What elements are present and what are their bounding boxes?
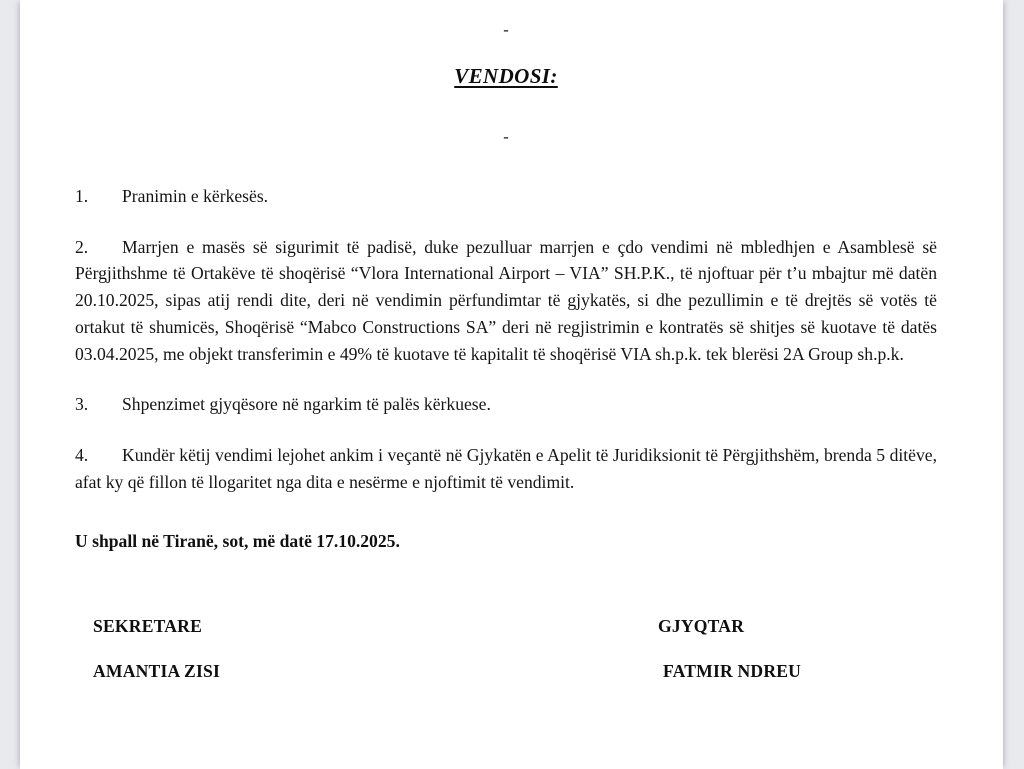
list-item-number: 2. xyxy=(75,236,89,257)
publication-statement: U shpall në Tiranë, sot, më datë 17.10.2025. xyxy=(75,530,400,551)
signature-block xyxy=(75,616,937,706)
separator-dash-below-title: - xyxy=(503,126,509,146)
list-item-number: 3. xyxy=(75,394,89,415)
list-item xyxy=(75,442,937,495)
page-title: VENDOSI: xyxy=(454,63,558,88)
list-item-text: Shpenzimet gjyqësore në ngarkim të palës kërkuese. xyxy=(122,394,491,415)
signature-role-row xyxy=(75,616,937,661)
list-item xyxy=(75,234,937,368)
list-item xyxy=(75,183,937,210)
secretary-name: AMANTIA ZISI xyxy=(93,661,221,681)
list-item-text: Kundër këtij vendimi lejohet ankim i veçantë në Gjykatën e Apelit të Juridiksionit të Përgjithshëm, brenda 5 ditëve, afat ky që fillon të llogaritet nga dita e nesërme e njoftimit të vendimit. xyxy=(75,445,937,492)
document-page xyxy=(20,0,1003,769)
separator-dash-top: - xyxy=(503,20,509,39)
signature-name-row xyxy=(75,661,937,706)
list-item-number: 4. xyxy=(75,445,89,466)
list-item-text: Pranimin e kërkesës. xyxy=(122,186,269,206)
list-item xyxy=(75,391,937,418)
document-body xyxy=(75,0,937,706)
secretary-role-label: SEKRETARE xyxy=(93,616,203,636)
list-item-number: 1. xyxy=(75,186,89,206)
judge-name: FATMIR NDREU xyxy=(663,661,802,681)
judge-role-label: GJYQTAR xyxy=(658,616,745,636)
list-item-text: Marrjen e masës së sigurimit të padisë, duke pezulluar marrjen e çdo vendimi në mbledhjen e Asamblesë së Përgjithshme të Ortakëve të shoqërisë “Vlora International Airport – VIA” SH.P.K., të njoftuar për t’u mbajtur më datën 20.10.2025, sipas atij rendi dite, deri në vendimin përfundimtar të gjykatës, si dhe pezullimin e të drejtës së votës të ortakut të shumicës, Shoqërisë “Mabco Constructions SA” deri në regjistrimin e kontratës së shitjes së kuotave të datës 03.04.2025, me objekt transferimin e 49% të kuotave të kapitalit të shoqërisë VIA sh.p.k. tek blerësi 2A Group sh.p.k. xyxy=(75,236,937,364)
